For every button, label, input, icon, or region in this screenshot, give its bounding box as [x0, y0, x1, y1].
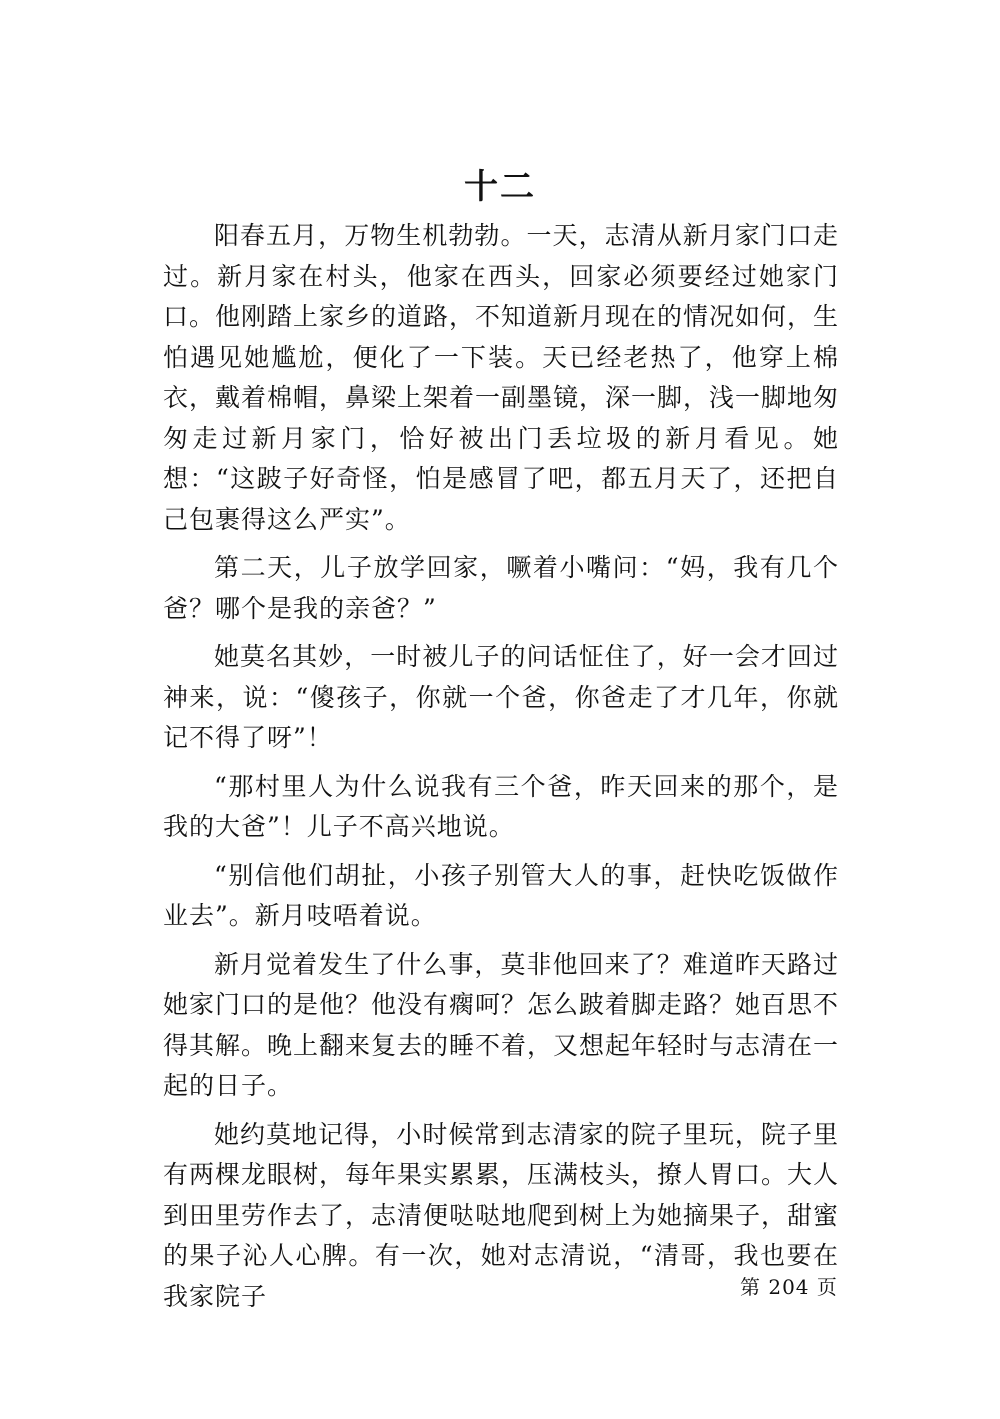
page-number: 第 204 页 — [740, 1275, 838, 1299]
paragraph: “别信他们胡扯，小孩子别管大人的事，赶快吃饭做作业去”。新月吱唔着说。 — [163, 860, 839, 930]
paragraph: 新月觉着发生了什么事，莫非他回来了？难道昨天路过她家门口的是他？他没有瘸呵？怎么跛着脚走路？她百思不得其解。晚上翻来复去的睡不着，又想起年轻时与志清在一起的日子。 — [163, 949, 840, 1100]
paragraph: 第二天，儿子放学回家，噘着小嘴问：“妈，我有几个爸？哪个是我的亲爸？” — [163, 553, 839, 623]
chapter-title: 十二 — [464, 167, 536, 207]
paragraph: 阳春五月，万物生机勃勃。一天，志清从新月家门口走过。新月家在村头，他家在西头，回家必须要经过她家门口。他刚踏上家乡的道路，不知道新月现在的情况如何，生怕遇见她尴尬，便化了一下装。天已经老热了，他穿上棉衣，戴着棉帽，鼻梁上架着一副墨镜，深一脚，浅一脚地匆匆走过新月家门，恰好被出门丢垃圾的新月看见。她想：“这跛子好奇怪，怕是感冒了吧，都五月天了，还把自己包裹得这么严实”。 — [163, 221, 840, 534]
paragraph: “那村里人为什么说我有三个爸，昨天回来的那个，是我的大爸”！儿子不高兴地说。 — [163, 771, 839, 841]
paragraph: 她莫名其妙，一时被儿子的问话怔住了，好一会才回过神来，说：“傻孩子，你就一个爸，你爸走了才几年，你就记不得了呀”！ — [163, 642, 839, 752]
body-text — [163, 216, 839, 1317]
paragraph: 她约莫地记得，小时候常到志清家的院子里玩，院子里有两棵龙眼树，每年果实累累，压满枝头，撩人胃口。大人到田里劳作去了，志清便哒哒地爬到树上为她摘果子，甜蜜的果子沁人心脾。有一次，她对志清说，“清哥，我也要在我家院子 — [163, 1119, 840, 1311]
